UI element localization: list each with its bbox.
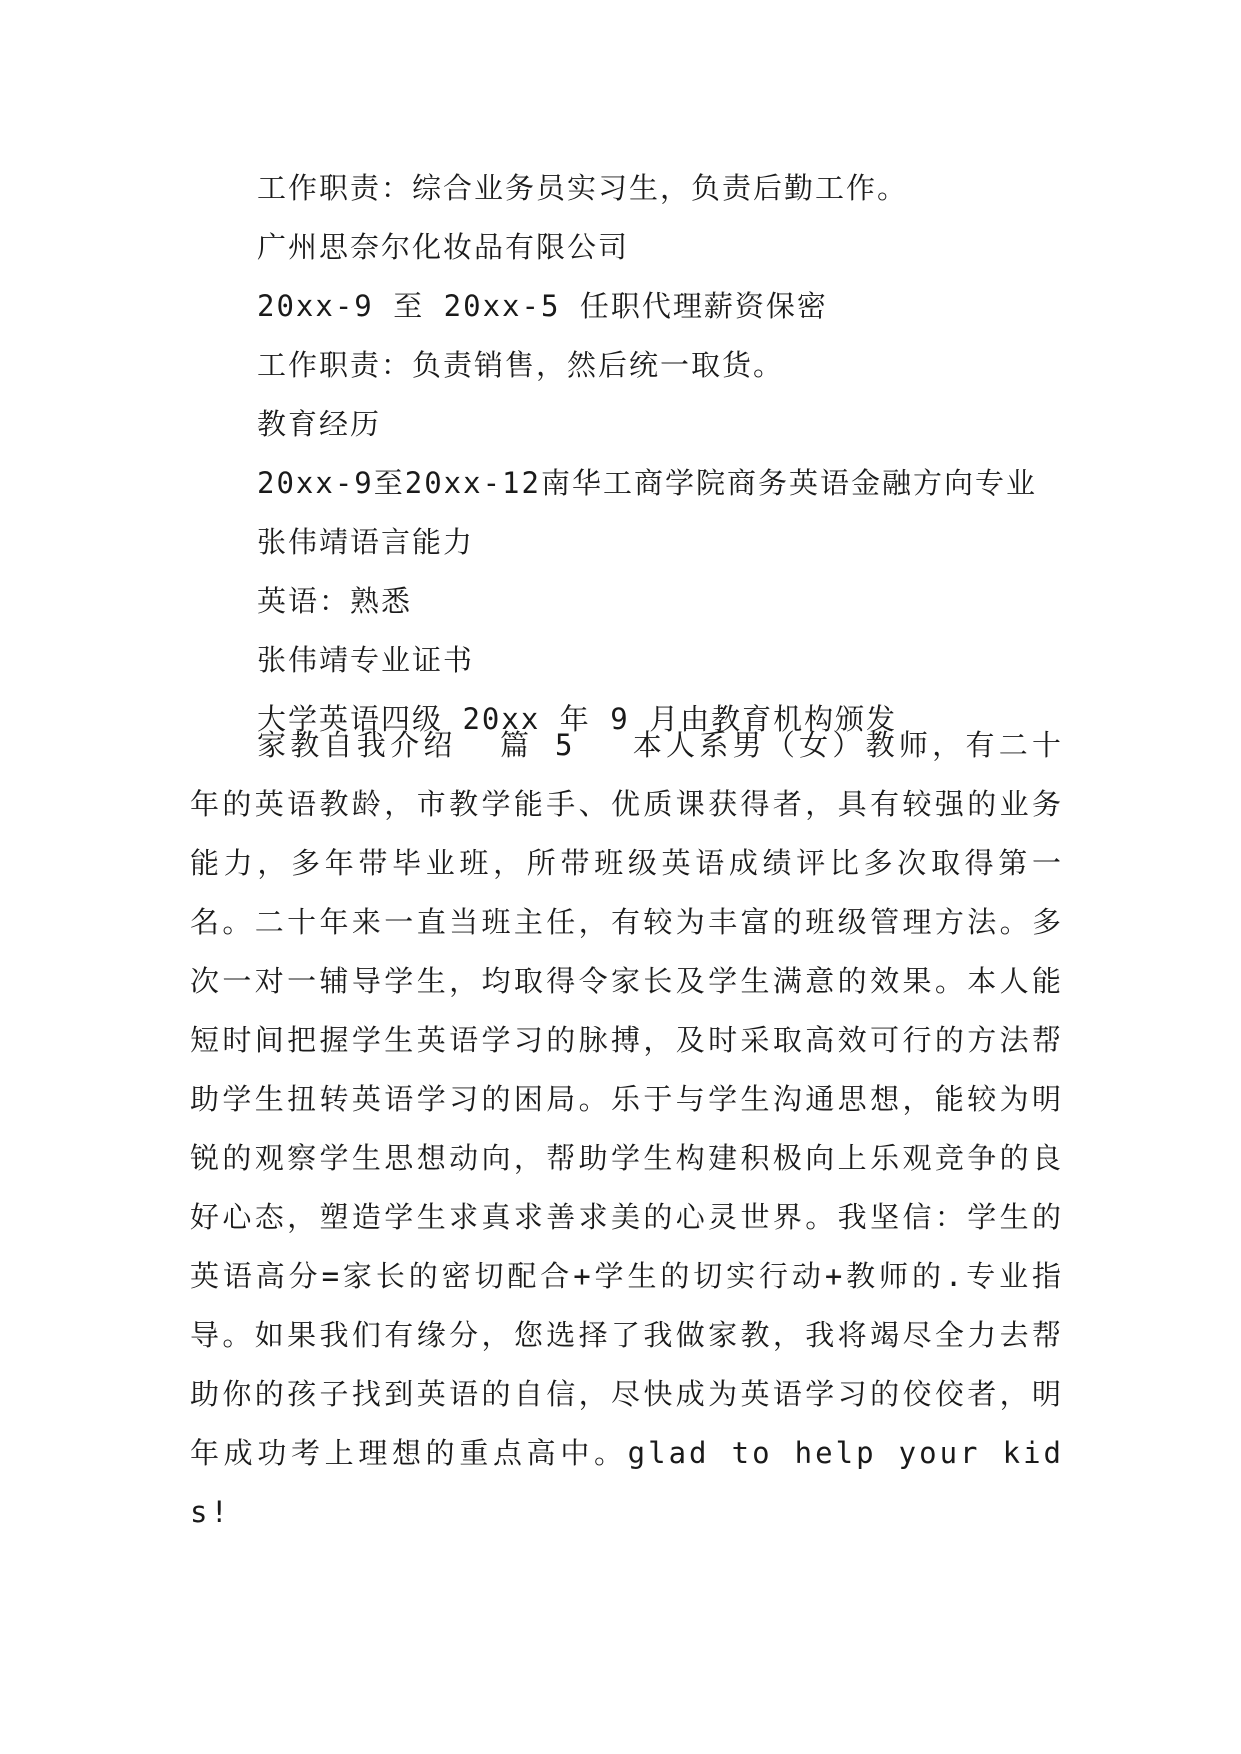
company-name: 广州思奈尔化妆品有限公司 xyxy=(257,230,630,264)
education-heading: 教育经历 xyxy=(257,407,382,441)
education-entry: 20xx-9至20xx-12南华工商学院商务英语金融方向专业 xyxy=(257,466,1037,500)
employment-period: 20xx-9 至 20xx-5 任职代理薪资保密 xyxy=(257,289,828,323)
certificate-entry: 大学英语四级 20xx 年 9 月由教育机构颁发 xyxy=(257,702,898,736)
self-introduction-paragraph xyxy=(190,716,1064,1542)
language-heading: 张伟靖语言能力 xyxy=(257,525,475,559)
section-body: 本人系男（女）教师，有二十年的英语教龄，市教学能手、优质课获得者，具有较强的业务能力，多年带毕业班，所带班级英语成绩评比多次取得第一名。二十年来一直当班主任，有较为丰富的班级管理方法。多次一对一辅导学生，均取得令家长及学生满意的效果。本人能短时间把握学生英语学习的脉搏，及时采取高效可行的方法帮助学生扭转英语学习的困局。乐于与学生沟通思想，能较为明锐的观察学生思想动向，帮助学生构建积极向上乐观竞争的良好心态，塑造学生求真求善求美的心灵世界。我坚信：学生的英语高分=家长的密切配合+学生的切实行动+教师的.专业指导。如果我们有缘分，您选择了我做家教，我将竭尽全力去帮助你的孩子找到英语的自信，尽快成为英语学习的佼佼者，明年成功考上理想的重点高中。glad to help your kids! xyxy=(190,728,1064,1529)
certificate-heading: 张伟靖专业证书 xyxy=(257,643,475,677)
section-title: 家教自我介绍 篇 5 xyxy=(257,728,576,762)
language-entry: 英语：熟悉 xyxy=(257,584,413,618)
job-duty-line-2: 工作职责：负责销售，然后统一取货。 xyxy=(257,348,785,382)
job-duty-line: 工作职责：综合业务员实习生，负责后勤工作。 xyxy=(257,171,909,205)
